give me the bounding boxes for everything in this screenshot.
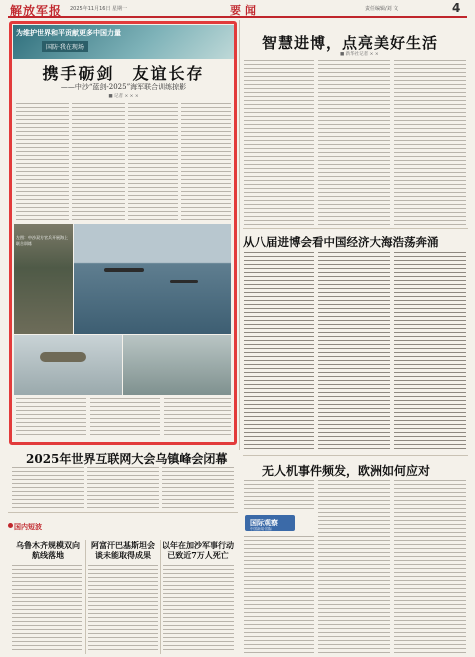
column-divider	[160, 540, 161, 654]
brief-title: 以年在加沙军事行动已致近7万人死亡	[162, 540, 234, 560]
international-badge-sub: 中国新闻·国际	[250, 527, 273, 531]
wisdom-expo-title: 智慧进博，点亮美好生活	[262, 34, 439, 52]
article-body-column	[318, 60, 390, 225]
article-body-column	[394, 252, 466, 452]
article-body-column	[318, 252, 390, 452]
section-name: 要闻	[230, 4, 260, 17]
article-body-column	[244, 60, 314, 225]
internet-conference-title: 2025年世界互联网大会乌镇峰会闭幕	[26, 452, 228, 466]
article-body-column	[394, 60, 466, 225]
column-divider	[239, 20, 240, 450]
brief-title: 阿富汗巴基斯坦会谈未能取得成果	[91, 540, 155, 560]
top-rule	[8, 16, 467, 18]
brief-body	[88, 565, 158, 653]
article-body-column	[162, 467, 234, 509]
banner-subtitle: 国防·我在现场	[42, 41, 88, 52]
international-badge-label: 国际观察	[250, 519, 278, 527]
article-body-column	[244, 480, 314, 510]
feature-subtitle: ——中沙“蓝剑-2025”海军联合训练掠影	[60, 83, 187, 91]
wisdom-byline: ■ 新华社记者 × ×	[340, 52, 379, 57]
column-divider	[85, 540, 86, 654]
banner-slogan: 为维护世界和平贡献更多中国力量	[16, 29, 121, 37]
article-body-column	[394, 480, 466, 653]
brief-title: 乌鲁木齐规模双向航线落地	[16, 540, 80, 560]
economy-article-title: 从八届进博会看中国经济大海浩荡奔涌	[243, 235, 439, 249]
section-marker-icon	[8, 523, 13, 528]
article-body-column	[244, 252, 314, 452]
section-divider	[8, 512, 238, 513]
drone-article-title: 无人机事件频发，欧洲如何应对	[262, 464, 431, 478]
article-body-column	[87, 467, 159, 509]
masthead-logo: 解放军报	[10, 4, 63, 18]
masthead-date: 2025年11月16日 星期一	[70, 6, 128, 12]
article-body-column	[12, 467, 84, 509]
article-body-column	[318, 480, 390, 653]
feature-title: 携手砺剑 友谊长存	[42, 64, 205, 83]
photo-caption: 左图：中沙双方官兵开展海上联合训练	[16, 235, 68, 246]
page-number: 4	[452, 1, 461, 15]
editor-info: 责任编辑/刘 文	[365, 6, 399, 12]
section-divider	[243, 455, 468, 456]
china-briefs-label: 国内短波	[14, 523, 42, 531]
section-divider	[243, 228, 468, 229]
feature-byline: ■ 记者 × × ×	[108, 94, 139, 99]
brief-body	[163, 565, 234, 653]
article-body-column	[244, 536, 314, 653]
highlight-frame	[9, 21, 237, 445]
brief-body	[12, 565, 82, 653]
